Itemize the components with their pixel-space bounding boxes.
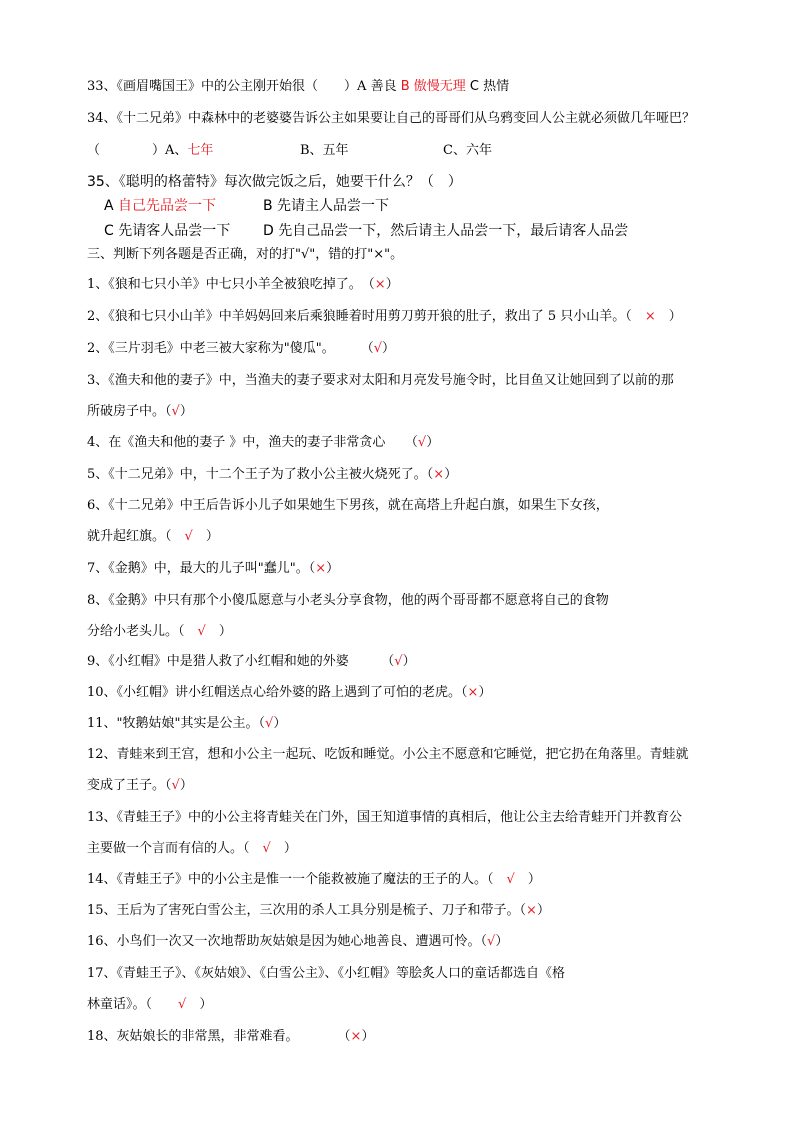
option-c: C、六年 (443, 143, 492, 158)
list-item: 5、《十二兄弟》中，十二个王子为了救小公主被火烧死了。（×） (87, 467, 458, 482)
list-item: 8、《金鹅》中只有那个小傻瓜愿意与小老头分享食物，他的两个哥哥都不愿意将自己的食物 (87, 593, 609, 608)
answer-a: 七年 (187, 143, 214, 158)
list-item: 18、灰姑娘长的非常黑，非常难看。 （×） (87, 1029, 375, 1044)
list-item: 就升起红旗。（ √ ） (87, 529, 219, 544)
question-33-text: 33、《画眉嘴国王》中的公主刚开始很（ ）A 善良 (87, 79, 401, 94)
question-34-options (87, 141, 213, 161)
list-item: 3、《渔夫和他的妻子》中，当渔夫的妻子要求对太阳和月亮发号施令时，比目鱼又让她回到了以前的那 (87, 373, 674, 388)
list-item: 17、《青蛙王子》、《灰姑娘》、《白雪公主》、《小红帽》等脍炙人口的童话都选自《格 (87, 966, 566, 981)
list-item: 9、《小红帽》中是猎人救了小红帽和她的外婆 （√） (87, 654, 416, 669)
list-item: 分给小老头儿。（ √ ） (87, 624, 232, 639)
option-d: D 先自己品尝一下，然后请主人品尝一下，最后请客人品尝 (263, 223, 629, 239)
question-33 (87, 77, 509, 97)
list-item: 13、《青蛙王子》中的小公主将青蛙关在门外，国王知道事情的真相后，他让公主去给青蛙开门并教育公 (87, 810, 683, 825)
list-item: 14、《青蛙王子》中的小公主是惟一一个能救被施了魔法的王子的人。（ √ ） (87, 872, 541, 887)
list-item: 2、《三片羽毛》中老三被大家称为"傻瓜"。 （√） (87, 341, 396, 356)
option-b: B、五年 (300, 143, 349, 158)
list-item: 10、《小红帽》讲小红帽送点心给外婆的路上遇到了可怕的老虎。（×） (87, 685, 492, 700)
list-item: 12、青蛙来到王宫，想和小公主一起玩、吃饭和睡觉。小公主不愿意和它睡觉，把它扔在角落里。青蛙就 (87, 747, 689, 762)
list-item: 1、《狼和七只小羊》中七只小羊全被狼吃掉了。 （×） (87, 277, 399, 292)
list-item: 7、《金鹅》中，最大的儿子叫"蠢儿"。（×） (87, 561, 340, 576)
list-item: 4、在《渔夫和他的妻子 》中，渔夫的妻子非常贪心 （√） (87, 435, 440, 450)
list-item: 2、《狼和七只小山羊》中羊妈妈回来后乘狼睡着时用剪刀剪开狼的肚子，救出了 5 只小山羊。（ × ） (87, 309, 682, 324)
question-35: 35、《聪明的格蕾特》每次做完饭之后，她要干什么？（ ） (87, 174, 462, 190)
answer-b: B 傲慢无理 (400, 79, 466, 94)
list-item: 主要做一个言而有信的人。（ √ ） (87, 841, 297, 856)
list-item: 11、"牧鹅姑娘"其实是公主。（√） (87, 716, 287, 731)
option-b: B 先请主人品尝一下 (263, 198, 390, 214)
list-item: 15、王后为了害死白雪公主，三次用的杀人工具分别是梳子、刀子和带子。（×） (87, 903, 550, 918)
section-heading: 三、判断下列各题是否正确，对的打"√"，错的打"×"。 (87, 247, 404, 262)
option-c: C 热情 (465, 79, 510, 94)
list-item: 所破房子中。（√） (87, 404, 193, 419)
option-c: C 先请客人品尝一下 (104, 223, 231, 239)
option-a (104, 196, 216, 216)
option-a-letter: A (104, 198, 119, 214)
list-item: 林童话》。（ √ ） (87, 997, 213, 1012)
list-item: 6、《十二兄弟》中王后告诉小儿子如果她生下男孩，就在高塔上升起白旗，如果生下女孩， (87, 498, 609, 513)
answer-a: 自己先品尝一下 (118, 198, 217, 214)
list-item: 16、小鸟们一次又一次地帮助灰姑娘是因为她心地善良、遭遇可怜。（√） (87, 934, 509, 949)
answer-paren: （ ）A、 (87, 143, 188, 158)
list-item: 变成了王子。（√） (87, 778, 193, 793)
question-34: 34、《十二兄弟》中森林中的老婆婆告诉公主如果要让自己的哥哥们从乌鸦变回人公主就必须做几年哑巴？ (87, 111, 696, 126)
